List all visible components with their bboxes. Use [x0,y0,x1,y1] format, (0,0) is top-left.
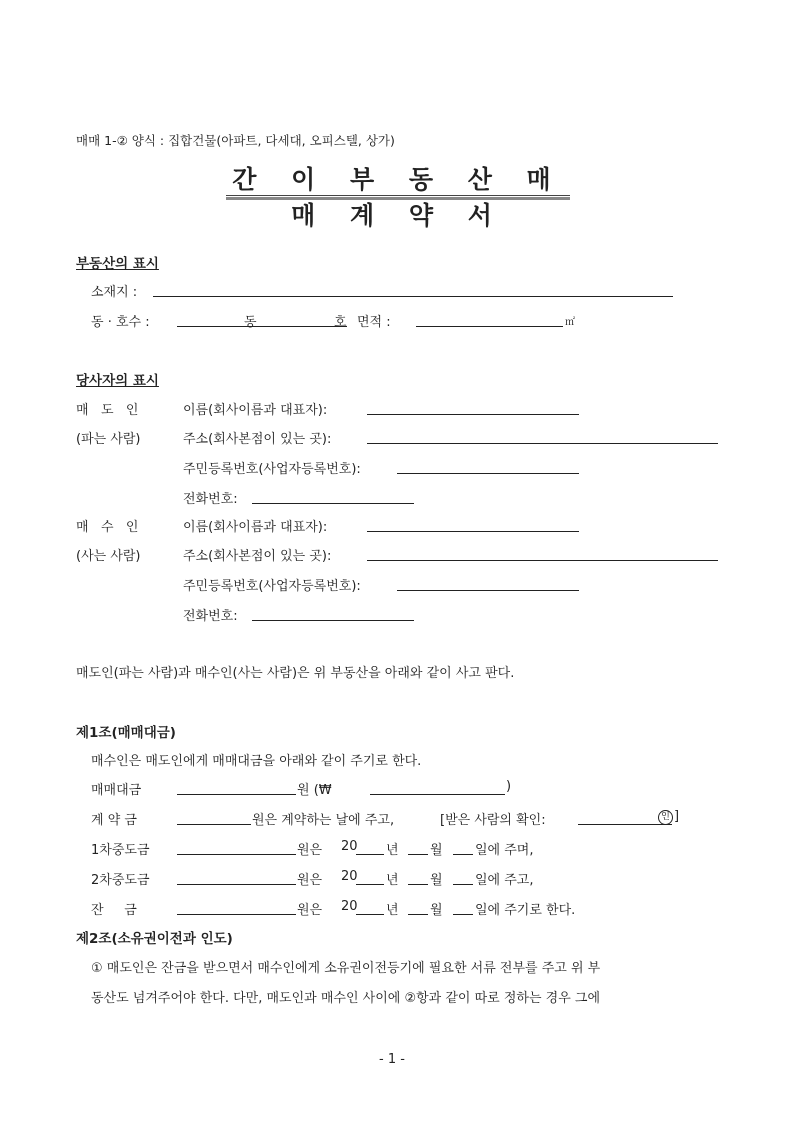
balance-label: 잔 금 [91,903,137,918]
interim2-day: 일에 주고, [475,873,534,888]
article1-desc: 매수인은 매도인에게 매매대금을 아래와 같이 주기로 한다. [91,754,422,769]
buyer-id-field[interactable] [397,590,579,591]
interim1-year-field[interactable] [356,854,384,855]
article1-title: 제1조(매매대금) [76,725,176,741]
ho-label: 호 [334,315,347,330]
article2-line1: ① 매도인은 잔금을 받으면서 매수인에게 소유권이전등기에 필요한 서류 전부를 주고 위 부 [91,961,601,976]
balance-year-field[interactable] [356,914,384,915]
deposit-field[interactable] [177,824,251,825]
seller-address-label: 주소(회사본점이 있는 곳): [183,432,332,447]
interim2-year-field[interactable] [356,884,384,885]
article2-line2: 동산도 넘겨주어야 한다. 다만, 매도인과 매수인 사이에 ②항과 같이 따로 정하는 경우 그에 [91,991,601,1006]
interim1-amount-field[interactable] [177,854,296,855]
buyer-name-field[interactable] [367,531,579,532]
interim2-amount-field[interactable] [177,884,296,885]
dong-label: 동 [244,315,257,330]
location-field[interactable] [153,296,673,297]
buyer-address-label: 주소(회사본점이 있는 곳): [183,549,332,564]
price-won-text: 원 (₩ [297,783,332,798]
interim2-label: 2차중도금 [91,873,150,888]
area-label: 면적 : [357,315,391,330]
article2-title: 제2조(소유권이전과 인도) [76,931,233,947]
form-label: 매매 1-② 양식 : 집합건물(아파트, 다세대, 오피스텔, 상가) [76,133,395,148]
interim1-day: 일에 주며, [475,843,534,858]
seller-name-label: 이름(회사이름과 대표자): [183,403,328,418]
seal-mark [658,809,673,825]
seller-id-field[interactable] [397,473,579,474]
area-unit: ㎡ [565,317,575,328]
seller-phone-label: 전화번호: [183,492,238,507]
deposit-label: 계 약 금 [91,813,137,828]
balance-month: 월 [430,903,443,918]
interim1-month-field[interactable] [408,854,428,855]
location-label: 소재지 : [91,285,138,300]
balance-won-eun: 원은 [297,903,323,918]
price-label: 매매대금 [91,783,142,798]
interim2-year-prefix: 20 [341,869,358,884]
interim2-day-field[interactable] [453,884,473,885]
interim1-day-field[interactable] [453,854,473,855]
price-numeric-field[interactable] [370,794,505,795]
interim1-month: 월 [430,843,443,858]
balance-month-field[interactable] [408,914,428,915]
seller-id-label: 주민등록번호(사업자등록번호): [183,462,361,477]
area-field[interactable] [416,326,563,327]
property-heading: 부동산의 표시 [76,256,159,272]
balance-day-field[interactable] [453,914,473,915]
seller-address-field[interactable] [367,443,718,444]
buyer-phone-label: 전화번호: [183,609,238,624]
interim1-year-prefix: 20 [341,839,358,854]
buyer-name-label: 이름(회사이름과 대표자): [183,520,328,535]
parties-heading: 당사자의 표시 [76,373,159,389]
interim2-month-field[interactable] [408,884,428,885]
buyer-role: 매 수 인 [76,520,139,535]
balance-amount-field[interactable] [177,914,296,915]
title-underline-shadow [226,197,570,200]
page-number: - 1 - [379,1052,405,1067]
seller-phone-field[interactable] [252,503,414,504]
receipt-close: ] [674,809,680,824]
intro-text: 매도인(파는 사람)과 매수인(사는 사람)은 위 부동산을 아래와 같이 사고 판다. [76,666,515,681]
interim1-label: 1차중도금 [91,843,150,858]
interim2-year: 년 [386,873,399,888]
interim1-won-eun: 원은 [297,843,323,858]
seller-name-field[interactable] [367,414,579,415]
seller-role-desc: (파는 사람) [76,432,141,447]
receipt-label: [받은 사람의 확인: [440,813,546,828]
price-won-field[interactable] [177,794,296,795]
buyer-role-desc: (사는 사람) [76,549,141,564]
balance-year: 년 [386,903,399,918]
balance-year-prefix: 20 [341,899,358,914]
page-title: 간 이 부 동 산 매 매 계 약 서 [232,165,564,230]
unit-field[interactable] [177,326,347,327]
interim1-year: 년 [386,843,399,858]
price-close: ) [506,779,512,794]
buyer-id-label: 주민등록번호(사업자등록번호): [183,579,361,594]
deposit-text: 원은 계약하는 날에 주고, [252,813,395,828]
balance-day: 일에 주기로 한다. [475,903,576,918]
seller-role: 매 도 인 [76,403,139,418]
interim2-won-eun: 원은 [297,873,323,888]
buyer-address-field[interactable] [367,560,718,561]
title-underline [226,195,570,196]
seal-text: 인 [658,810,673,825]
buyer-phone-field[interactable] [252,620,414,621]
interim2-month: 월 [430,873,443,888]
unit-label: 동 · 호수 : [91,315,150,330]
